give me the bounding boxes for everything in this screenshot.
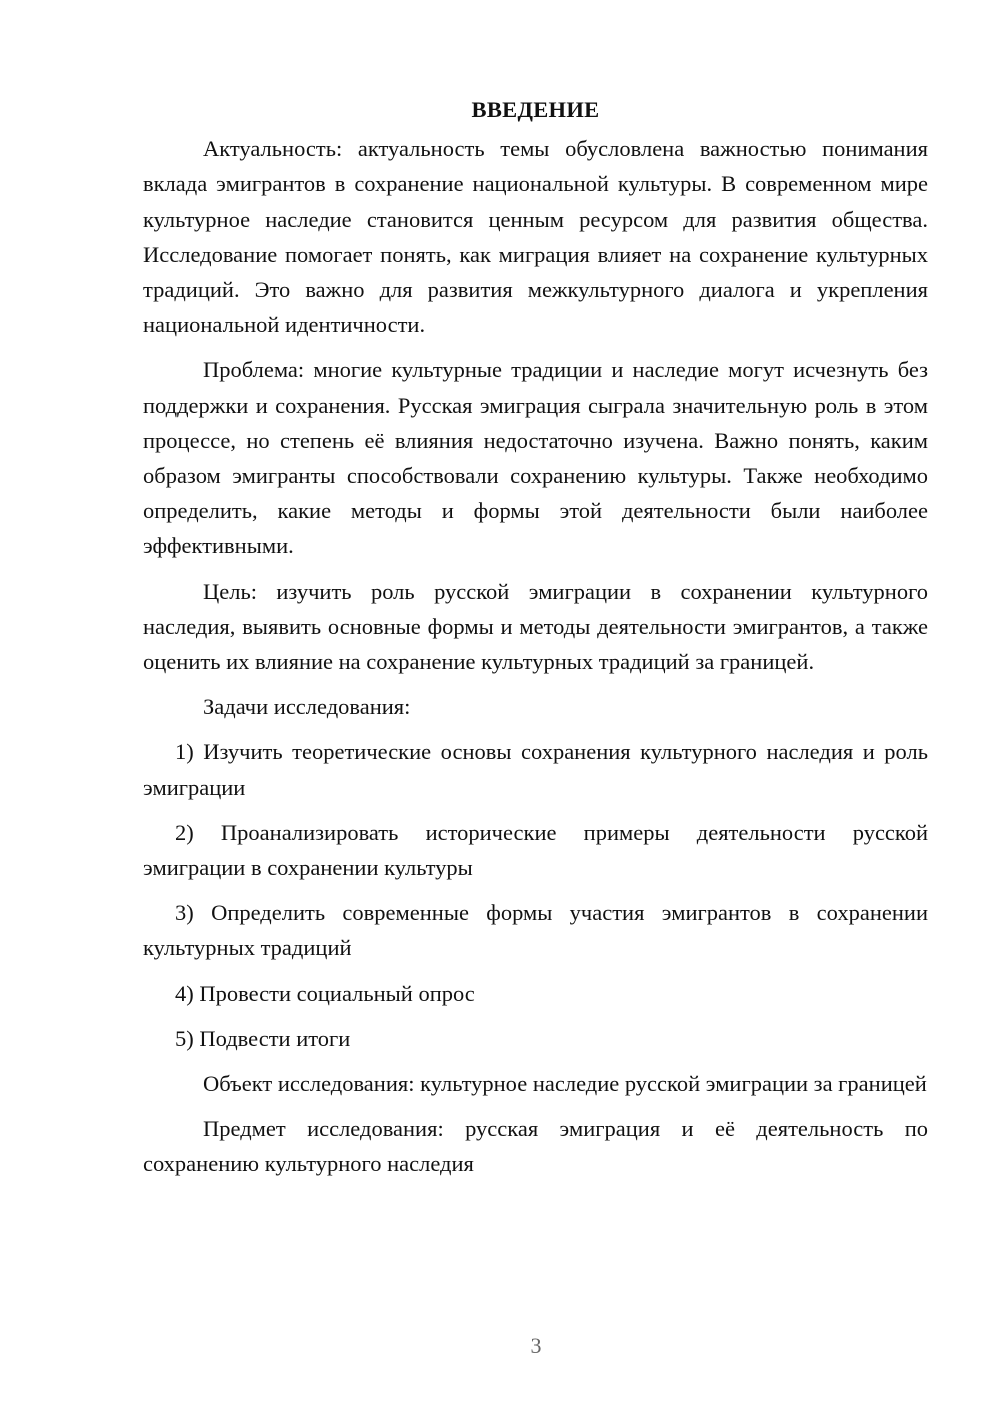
task-item-2: 2) Проанализировать исторические примеры деятельности русской эмиграции в сохранении культуры: [143, 819, 928, 881]
relevance-paragraph: Актуальность: актуальность темы обусловлена важностью понимания вклада эмигрантов в сохранение национальной культуры. В современном мире культурное наследие становится ценным ресурсом для развития общества. Исследование помогает понять, как миграция влияет на сохранение культурных традиций. Это важно для развития межкультурного диалога и укрепления национальной идентичности.: [143, 136, 928, 338]
goal-paragraph: Цель: изучить роль русской эмиграции в сохранении культурного наследия, выявить основные формы и методы деятельности эмигрантов, а также оценить их влияние на сохранение культурных традиций за границей.: [143, 578, 928, 675]
problem-paragraph: Проблема: многие культурные традиции и наследие могут исчезнуть без поддержки и сохранения. Русская эмиграция сыграла значительную роль в этом процессе, но степень её влияния недостаточно изучена. Важно понять, каким образом эмигранты способствовали сохранению культуры. Также необходимо определить, какие методы и формы этой деятельности были наиболее эффективными.: [143, 357, 928, 559]
task-item-1: 1) Изучить теоретические основы сохранения культурного наследия и роль эмиграции: [143, 739, 928, 800]
page-number: 3: [530, 1333, 542, 1358]
object-paragraph: Объект исследования: культурное наследие русской эмиграции за границей: [203, 1071, 927, 1097]
task-item-4: 4) Провести социальный опрос: [175, 980, 475, 1006]
task-item-5: 5) Подвести итоги: [175, 1025, 351, 1051]
task-item-3: 3) Определить современные формы участия эмигрантов в сохранении культурных традиций: [143, 900, 928, 961]
tasks-heading: Задачи исследования:: [203, 694, 411, 720]
page-content: [143, 92, 928, 1192]
section-title: ВВЕДЕНИЕ: [471, 97, 600, 122]
subject-paragraph: Предмет исследования: русская эмиграция и её деятельность по сохранению культурного наследия: [143, 1116, 928, 1177]
